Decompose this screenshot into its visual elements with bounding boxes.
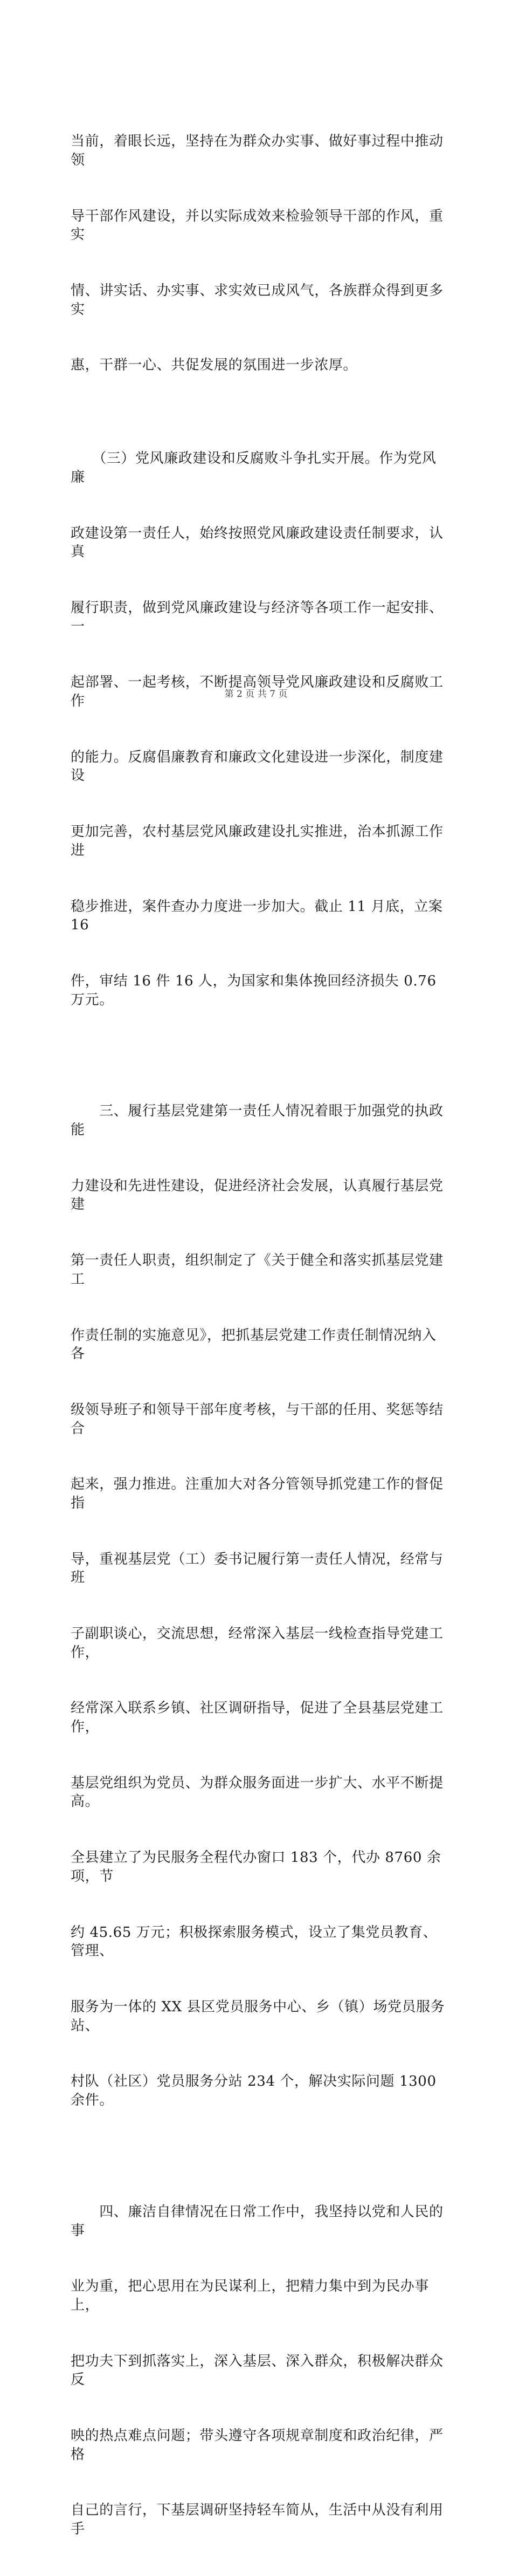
text-line: 三、履行基层党建第一责任人情况着眼于加强党的执政能: [71, 1103, 444, 1139]
paragraph-anti-corruption: [71, 412, 448, 1046]
text-line: 稳步推进，案件查办力度进一步加大。截止 11 月底，立案 16: [71, 898, 448, 934]
text-line: 导，重视基层党（工）委书记履行第一责任人情况，经常与班: [71, 1551, 444, 1586]
paragraph-spacer: [71, 1046, 448, 1065]
text-line: 政建设第一责任人，始终按照党风廉政建设责任制要求，认真: [71, 525, 444, 560]
text-line: 件，审结 16 件 16 人，为国家和集体挽回经济损失 0.76 万元。: [71, 972, 441, 1008]
text-line: 经常深入联系乡镇、社区调研指导，促进了全县基层党建工作，: [71, 1700, 444, 1736]
text-line: 把功夫下到抓落实上，深入基层、深入群众，积极解决群众反: [71, 2353, 444, 2388]
text-line: 作责任制的实施意见》，把抓基层党建工作责任制情况纳入各: [71, 1327, 437, 1362]
text-line: 更加完善，农村基层党风廉政建设扎实推进，治本抓源工作进: [71, 824, 444, 859]
page-footer: [0, 686, 512, 700]
text-line: 映的热点难点问题；带头遵守各项规章制度和政治纪律，严格: [71, 2428, 444, 2463]
text-line: 履行职责，做到党风廉政建设与经济等各项工作一起安排、一: [71, 600, 444, 635]
text-line: 力建设和先进性建设，促进经济社会发展，认真履行基层党建: [71, 1177, 444, 1213]
text-line: 第一责任人职责，组织制定了《关于健全和落实抓基层党建工: [71, 1252, 444, 1287]
text-line: 村队（社区）党员服务分站 234 个，解决实际问题 1300 余件。: [71, 2073, 441, 2108]
text-line: 业为重，把心思用在为民谋利上，把精力集中到为民办事上，: [71, 2278, 430, 2313]
text-line: 服务为一体的 XX 县区党员服务中心、乡（镇）场党员服务站、: [71, 1998, 445, 2034]
text-line: 当前，着眼长远，坚持在为群众办实事、做好事过程中推动领: [71, 133, 444, 168]
text-line: 导干部作风建设，并以实际成效来检验领导干部的作风，重实: [71, 208, 444, 243]
text-line: （三）党风廉政建设和反腐败斗争扎实开展。作为党风廉: [71, 450, 437, 485]
text-line: 惠，干群一心、共促发展的氛围进一步浓厚。: [71, 357, 358, 374]
text-line: 的能力。反腐倡廉教育和廉政文化建设进一步深化，制度建设: [71, 749, 444, 784]
text-line: 级领导班子和领导干部年度考核，与干部的任用、奖惩等结合: [71, 1401, 444, 1437]
text-line: 自己的言行，下基层调研坚持轻车简从，生活中从没有利用手: [71, 2502, 444, 2537]
text-line: 情、讲实话、办实事、求实效已成风气，各族群众得到更多实: [71, 282, 444, 318]
text-line: 起部署、一起考核，不断提高领导党风廉政建设和反腐败工作: [71, 674, 444, 709]
text-line: 约 45.65 万元；积极探索服务模式，设立了集党员教育、管理、: [71, 1924, 438, 1960]
document-body: [71, 95, 448, 2576]
text-line: 基层党组织为党员、为群众服务面进一步扩大、水平不断提高。: [71, 1775, 444, 1810]
text-line: 全县建立了为民服务全程代办窗口 183 个，代办 8760 余项，节: [71, 1849, 441, 1885]
page-number-label: 第 2 页 共 7 页: [224, 689, 288, 700]
paragraph-self-discipline: [71, 2166, 448, 2576]
text-line: 子副职谈心，交流思想，经常深入基层一线检查指导党建工作，: [71, 1626, 444, 1661]
text-line: 四、廉洁自律情况在日常工作中，我坚持以党和人民的事: [71, 2203, 444, 2239]
paragraph-party-building: [71, 1065, 448, 2147]
paragraph-spacer: [71, 2147, 448, 2166]
text-line: 起来，强力推进。注重加大对各分管领导抓党建工作的督促指: [71, 1476, 444, 1511]
paragraph-work-style: [71, 95, 448, 412]
